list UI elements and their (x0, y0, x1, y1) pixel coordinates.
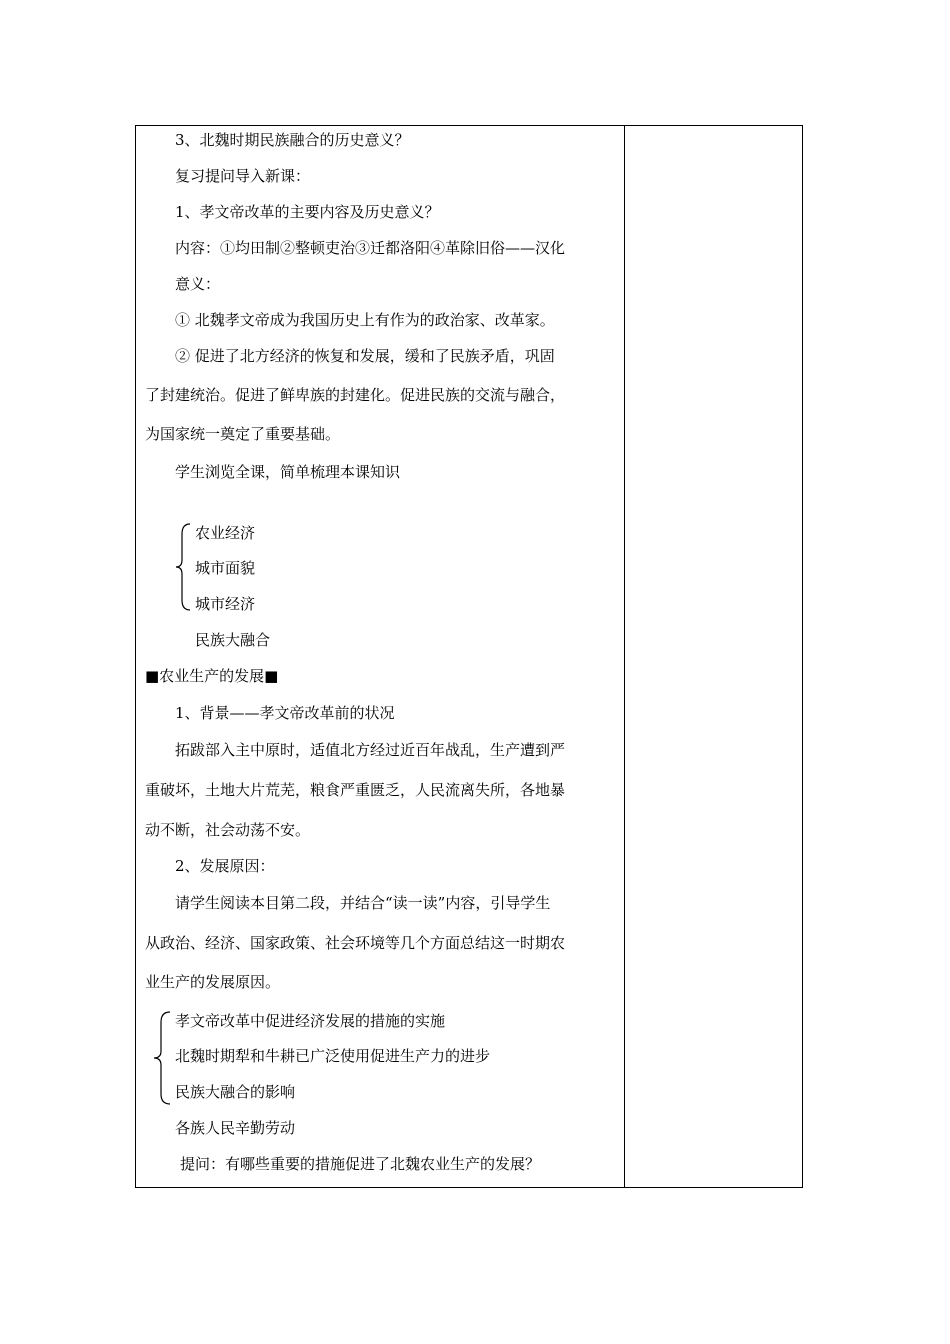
outline-item: 城市经济 (195, 595, 256, 613)
reasons-brace (152, 1010, 172, 1106)
meaning-point-2-line-1: ② 促进了北方经济的恢复和发展，缓和了民族矛盾，巩固 (175, 347, 555, 365)
background-line-2: 重破坏，土地大片荒芜，粮食严重匮乏，人民流离失所，各地暴 (145, 781, 566, 799)
reform-content: 内容：①均田制②整顿吏治③迁都洛阳④革除旧俗——汉化 (175, 239, 566, 257)
reason-extra: 各族人民辛勤劳动 (175, 1119, 296, 1137)
review-question-3: 3、北魏时期民族融合的历史意义？ (175, 131, 410, 149)
reason-line-3: 业生产的发展原因。 (145, 973, 281, 991)
background-title: 1、背景——孝文帝改革前的状况 (175, 704, 395, 722)
outline-brace (174, 522, 192, 612)
reason-line-1: 请学生阅读本目第二段，并结合“读一读”内容，引导学生 (175, 894, 551, 912)
meaning-point-2-line-2: 了封建统治。促进了鲜卑族的封建化。促进民族的交流与融合， (145, 386, 566, 404)
outline-item: 农业经济 (195, 524, 256, 542)
closing-question: 提问：有哪些重要的措施促进了北魏农业生产的发展？ (180, 1155, 541, 1173)
review-question-1: 1、孝文帝改革的主要内容及历史意义？ (175, 203, 440, 221)
reason-item: 孝文帝改革中促进经济发展的措施的实施 (175, 1012, 446, 1030)
background-line-1: 拓跋部入主中原时，适值北方经过近百年战乱，生产遭到严 (175, 741, 566, 759)
meaning-point-2-line-3: 为国家统一奠定了重要基础。 (145, 425, 341, 443)
reason-item: 民族大融合的影响 (175, 1083, 296, 1101)
reason-line-2: 从政治、经济、国家政策、社会环境等几个方面总结这一时期农 (145, 934, 566, 952)
outline-extra: 民族大融合 (195, 631, 271, 649)
column-divider (624, 125, 625, 1188)
background-line-3: 动不断，社会动荡不安。 (145, 821, 311, 839)
meaning-point-1: ① 北魏孝文帝成为我国历史上有作为的政治家、改革家。 (175, 311, 555, 329)
section-heading: ■农业生产的发展■ (145, 667, 279, 685)
outline-item: 城市面貌 (195, 559, 256, 577)
review-intro: 复习提问导入新课： (175, 167, 311, 185)
reason-item: 北魏时期犁和牛耕已广泛使用促进生产力的进步 (175, 1047, 491, 1065)
reason-title: 2、发展原因： (175, 857, 275, 875)
meaning-label: 意义： (175, 275, 221, 293)
browse-instruction: 学生浏览全课，简单梳理本课知识 (175, 463, 401, 481)
